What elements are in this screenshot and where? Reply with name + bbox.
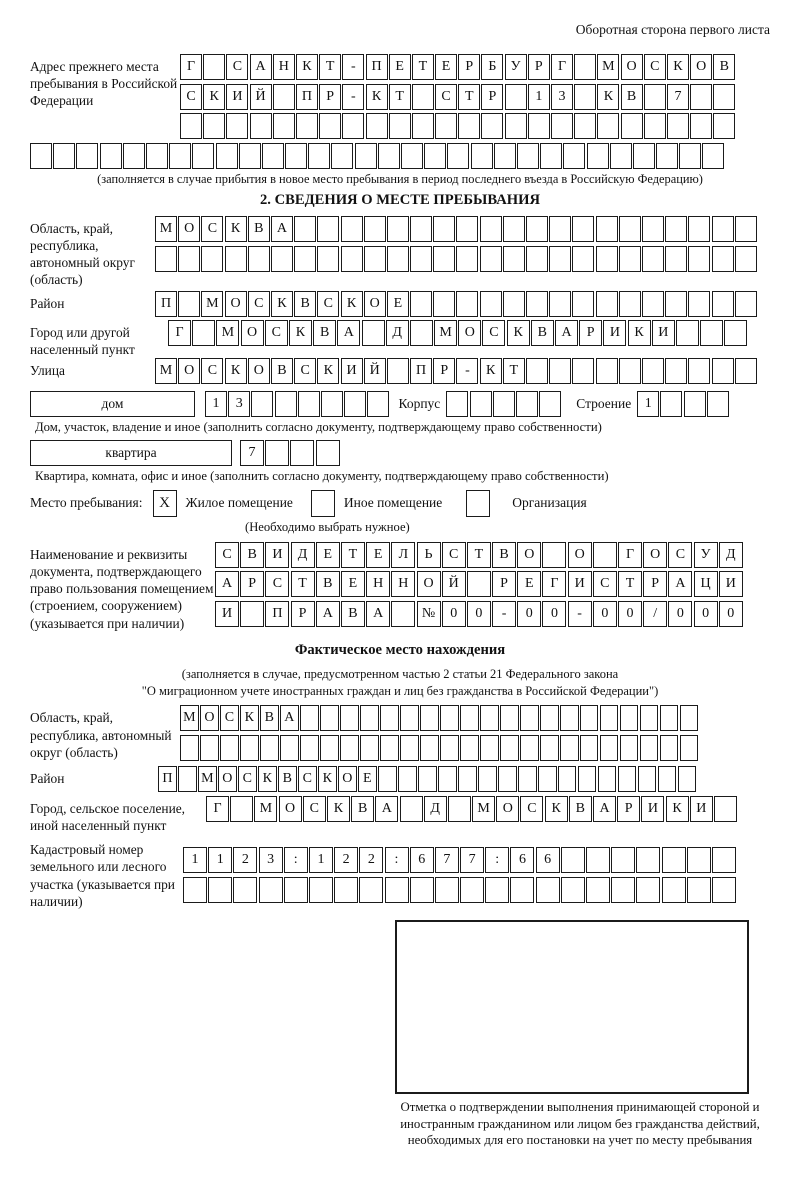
s2-stroenie-label: Строение [576, 395, 632, 411]
s3-rayon-label: Район [30, 771, 65, 787]
s2-korpus-cells[interactable] [446, 391, 562, 417]
s2-doc-row-2[interactable]: А Р С Т В Е Н Н О Й Р Е Г И С Т Р А Ц И [215, 571, 744, 597]
s3-kadastr-block [30, 837, 770, 910]
s2-korpus-label: Корпус [398, 395, 441, 411]
mesto-checkbox-zhiloe[interactable]: X [153, 490, 177, 517]
mesto-option-zhiloe-label: Жилое помещение [185, 495, 293, 511]
s2-dom-widebox[interactable]: дом [30, 391, 195, 417]
s2-oblast-row-2[interactable] [155, 246, 758, 272]
prev-address-row-2[interactable]: С К И Й П Р - К Т С Т Р 1 3 К В 7 [180, 84, 737, 110]
s2-mesto-note: (Необходимо выбрать нужное) [245, 519, 410, 534]
s3-kadastr-row-2[interactable] [183, 877, 737, 903]
s3-rayon-block [30, 766, 770, 796]
stamp-caption: Отметка о подтверждении выполнения принимающей стороной и иностранным гражданином или лицом без гражданства действий, необходимых для его постановки на учет по месту пребывания [400, 1099, 760, 1148]
s2-stroenie-cells[interactable]: 1 [637, 391, 730, 417]
section2-title: 2. СВЕДЕНИЯ О МЕСТЕ ПРЕБЫВАНИЯ [259, 192, 540, 208]
s2-oblast-block [30, 216, 770, 289]
s2-kvartira-cells[interactable]: 7 [240, 440, 341, 466]
prev-address-block [30, 54, 770, 143]
s2-gorod-label: Город или другой населенный пункт [30, 325, 135, 358]
s2-gorod-row[interactable]: Г М О С К В А Д М О С К В А Р И К И [168, 320, 749, 346]
section3-title: Фактическое место нахождения [294, 641, 506, 658]
s3-oblast-row-2[interactable] [180, 735, 700, 761]
s2-dom-caption: Дом, участок, владение и иное (заполнить согласно документу, подтверждающему право собственности) [35, 419, 602, 434]
s3-kadastr-label: Кадастровый номер земельного или лесного участка (указывается при наличии) [30, 842, 175, 909]
s2-ulitsa-block [30, 358, 770, 388]
s2-oblast-row-1[interactable]: М О С К В А [155, 216, 758, 242]
s2-ulitsa-label: Улица [30, 363, 65, 379]
s2-kvartira-caption: Квартира, комната, офис и иное (заполнить согласно документу, подтверждающему право собственности) [35, 468, 609, 483]
s2-dom-cells[interactable]: 1 3 [205, 391, 391, 417]
s3-oblast-label: Область, край, республика, автономный округ (область) [30, 710, 172, 760]
s2-doc-row-1[interactable]: С В И Д Е Т Е Л Ь С Т В О О Г О С У Д [215, 542, 744, 568]
s3-kadastr-row-1[interactable]: 1 1 2 3 : 1 2 2 : 6 7 7 : 6 6 [183, 847, 737, 873]
prev-address-row-1[interactable]: Г С А Н К Т - П Е Т Е Р Б У Р Г М О С К О В [180, 54, 737, 80]
mesto-option-org-label: Организация [512, 495, 587, 511]
section3-note-1: (заполняется в случае, предусмотренном частью 2 статьи 21 Федерального закона [181, 666, 619, 681]
prev-address-note: (заполняется в случае прибытия в новое место пребывания в период последнего въезда в Российскую Федерацию) [97, 172, 703, 186]
s2-oblast-label: Область, край, республика, автономный округ (область) [30, 221, 135, 288]
s2-doc-block [30, 542, 770, 632]
s2-rayon-label: Район [30, 295, 65, 311]
s2-mesto-label: Место пребывания: [30, 495, 143, 511]
s3-gorod-label: Город, сельское поселение, иной населенный пункт [30, 800, 186, 834]
mesto-option-inoe-label: Иное помещение [343, 495, 443, 511]
s3-gorod-block [30, 796, 770, 834]
stamp-area[interactable] [395, 920, 749, 1094]
section3-note-2: "О миграционном учете иностранных граждан и лиц без гражданства в Российской Федерации") [141, 683, 659, 698]
s2-dom-line [30, 391, 770, 417]
s2-mesto-line [30, 490, 770, 517]
s2-rayon-block [30, 291, 770, 321]
s2-kvartira-widebox[interactable]: квартира [30, 440, 232, 466]
s2-gorod-block [30, 320, 770, 358]
prev-address-row-4[interactable] [30, 143, 770, 169]
s3-rayon-row[interactable]: П М О С К В С К О Е [158, 766, 698, 792]
s2-rayon-row[interactable]: П М О С К В С К О Е [155, 291, 758, 317]
s2-ulitsa-row[interactable]: М О С К О В С К И Й П Р - К Т [155, 358, 758, 384]
mesto-checkbox-inoe[interactable] [311, 490, 335, 517]
s2-kvartira-line [30, 440, 770, 466]
s3-gorod-row[interactable]: Г М О С К В А Д М О С К В А Р И К И [206, 796, 738, 822]
s3-oblast-row-1[interactable]: М О С К В А [180, 705, 700, 731]
prev-address-row-3[interactable] [180, 113, 737, 139]
prev-address-label: Адрес прежнего места пребывания в Российской Федерации [30, 59, 178, 109]
page-side-note: Оборотная сторона первого листа [575, 22, 770, 37]
s3-oblast-block [30, 705, 770, 764]
mesto-checkbox-org[interactable] [466, 490, 490, 517]
s2-doc-label: Наименование и реквизиты документа, подтверждающего право пользования помещением (строением, сооружением) (указывается при наличии) [30, 546, 214, 631]
s2-doc-row-3[interactable]: И П Р А В А № 0 0 - 0 0 - 0 0 / 0 0 0 [215, 601, 744, 627]
